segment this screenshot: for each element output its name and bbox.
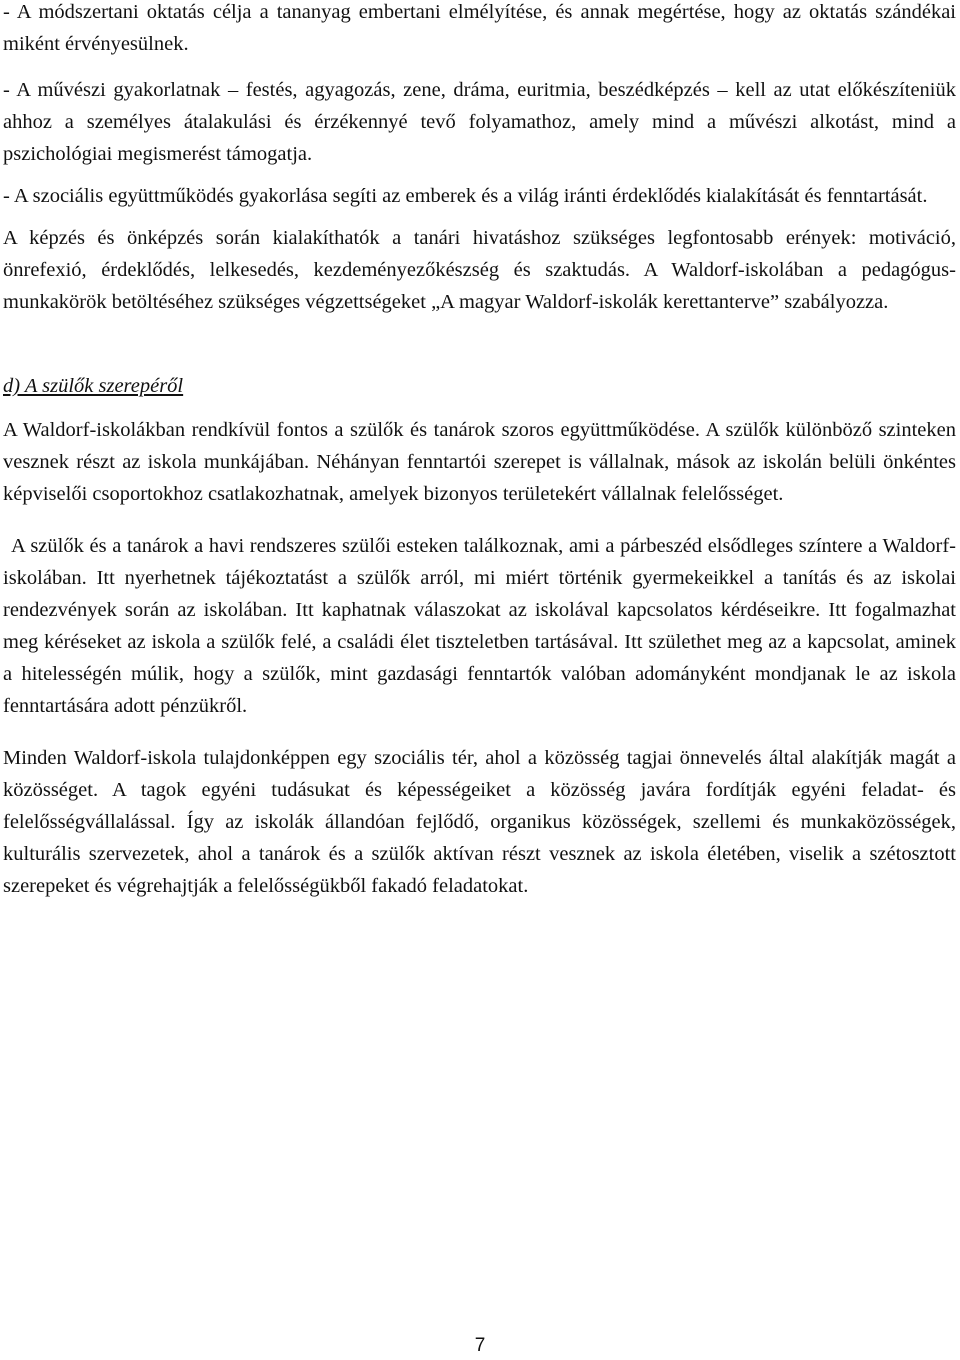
section-heading: d) A szülők szerepéről <box>3 375 184 397</box>
paragraph-social-space: Minden Waldorf-iskola tulajdonképpen egy szociális tér, ahol a közösség tagjai önnevelés által alakítják magát a közösséget. A tagok egyéni tudásukat és képességeiket a közösség javára fordítják egyéni feladat- és felelősségvállalással. Így az iskolák állandóan fejlődő, organikus közösségek, szellemi és munkaközösségek, kulturális szervezetek, ahol a tanárok és a szülők aktívan részt vesznek az iskola életében, viselik a szétosztott szerepeket és végrehajtják a felelősségükből fakadó feladatokat. <box>3 747 956 897</box>
paragraph-parent-evenings: A szülők és a tanárok a havi rendszeres szülői esteken találkoznak, ami a párbeszéd elsődleges színtere a Waldorf-iskolában. Itt nyerhetnek tájékoztatást a szülők arról, mi miért történik gyermekeikkel a tanítás és az iskolai rendezvények során az iskolában. Itt kaphatnak válaszokat az iskolával kapcsolatos kérdéseikre. Itt fogalmazhat meg kéréseket az iskola a szülők felé, a családi élet tiszteletben tartásával. Itt születhet meg az a kapcsolat, aminek a hitelességén múlik, hogy a szülők, mint gazdasági fenntartók valóban adományként mondjanak le az iskola fenntartására adott pénzükről. <box>3 535 956 717</box>
paragraph-parents-role: A Waldorf-iskolákban rendkívül fontos a szülők és tanárok szoros együttműködése. A szülők különböző szinteken vesznek részt az iskola munkájában. Néhányan fenntartói szerepet is vállalnak, mások az iskolán belüli önkéntes képviselői csoportokhoz csatlakozhatnak, amelyek bizonyos területekért vállalnak felelősséget. <box>3 419 956 505</box>
paragraph-methodological-training: - A módszertani oktatás célja a tananyag embertani elmélyítése, és annak megértése, hogy az oktatás szándékai miként érvényesülnek. <box>3 1 956 55</box>
document-page <box>3 0 956 902</box>
paragraph-social-cooperation: - A szociális együttműködés gyakorlása segíti az emberek és a világ iránti érdeklődés kialakítását és fenntartását. <box>3 185 928 207</box>
page-number: 7 <box>474 1335 486 1356</box>
paragraph-teacher-virtues: A képzés és önképzés során kialakíthatók a tanári hivatáshoz szükséges legfontosabb erények: motiváció, önrefexió, érdeklődés, lelkesedés, kezdeményezőkészség és szaktudás. A Waldorf-iskolában a pedagógus-munkakörök betöltéséhez szükséges végzettségeket „A magyar Waldorf-iskolák kerettanterve” szabályozza. <box>3 227 956 313</box>
paragraph-artistic-practice: - A művészi gyakorlatnak – festés, agyagozás, zene, dráma, euritmia, beszédképzés – kell az utat előkészíteniük ahhoz a személyes átalakulási és érzékennyé tevő folyamathoz, amely mind a művészi alkotást, mind a pszichológiai megismerést támogatja. <box>3 79 956 165</box>
